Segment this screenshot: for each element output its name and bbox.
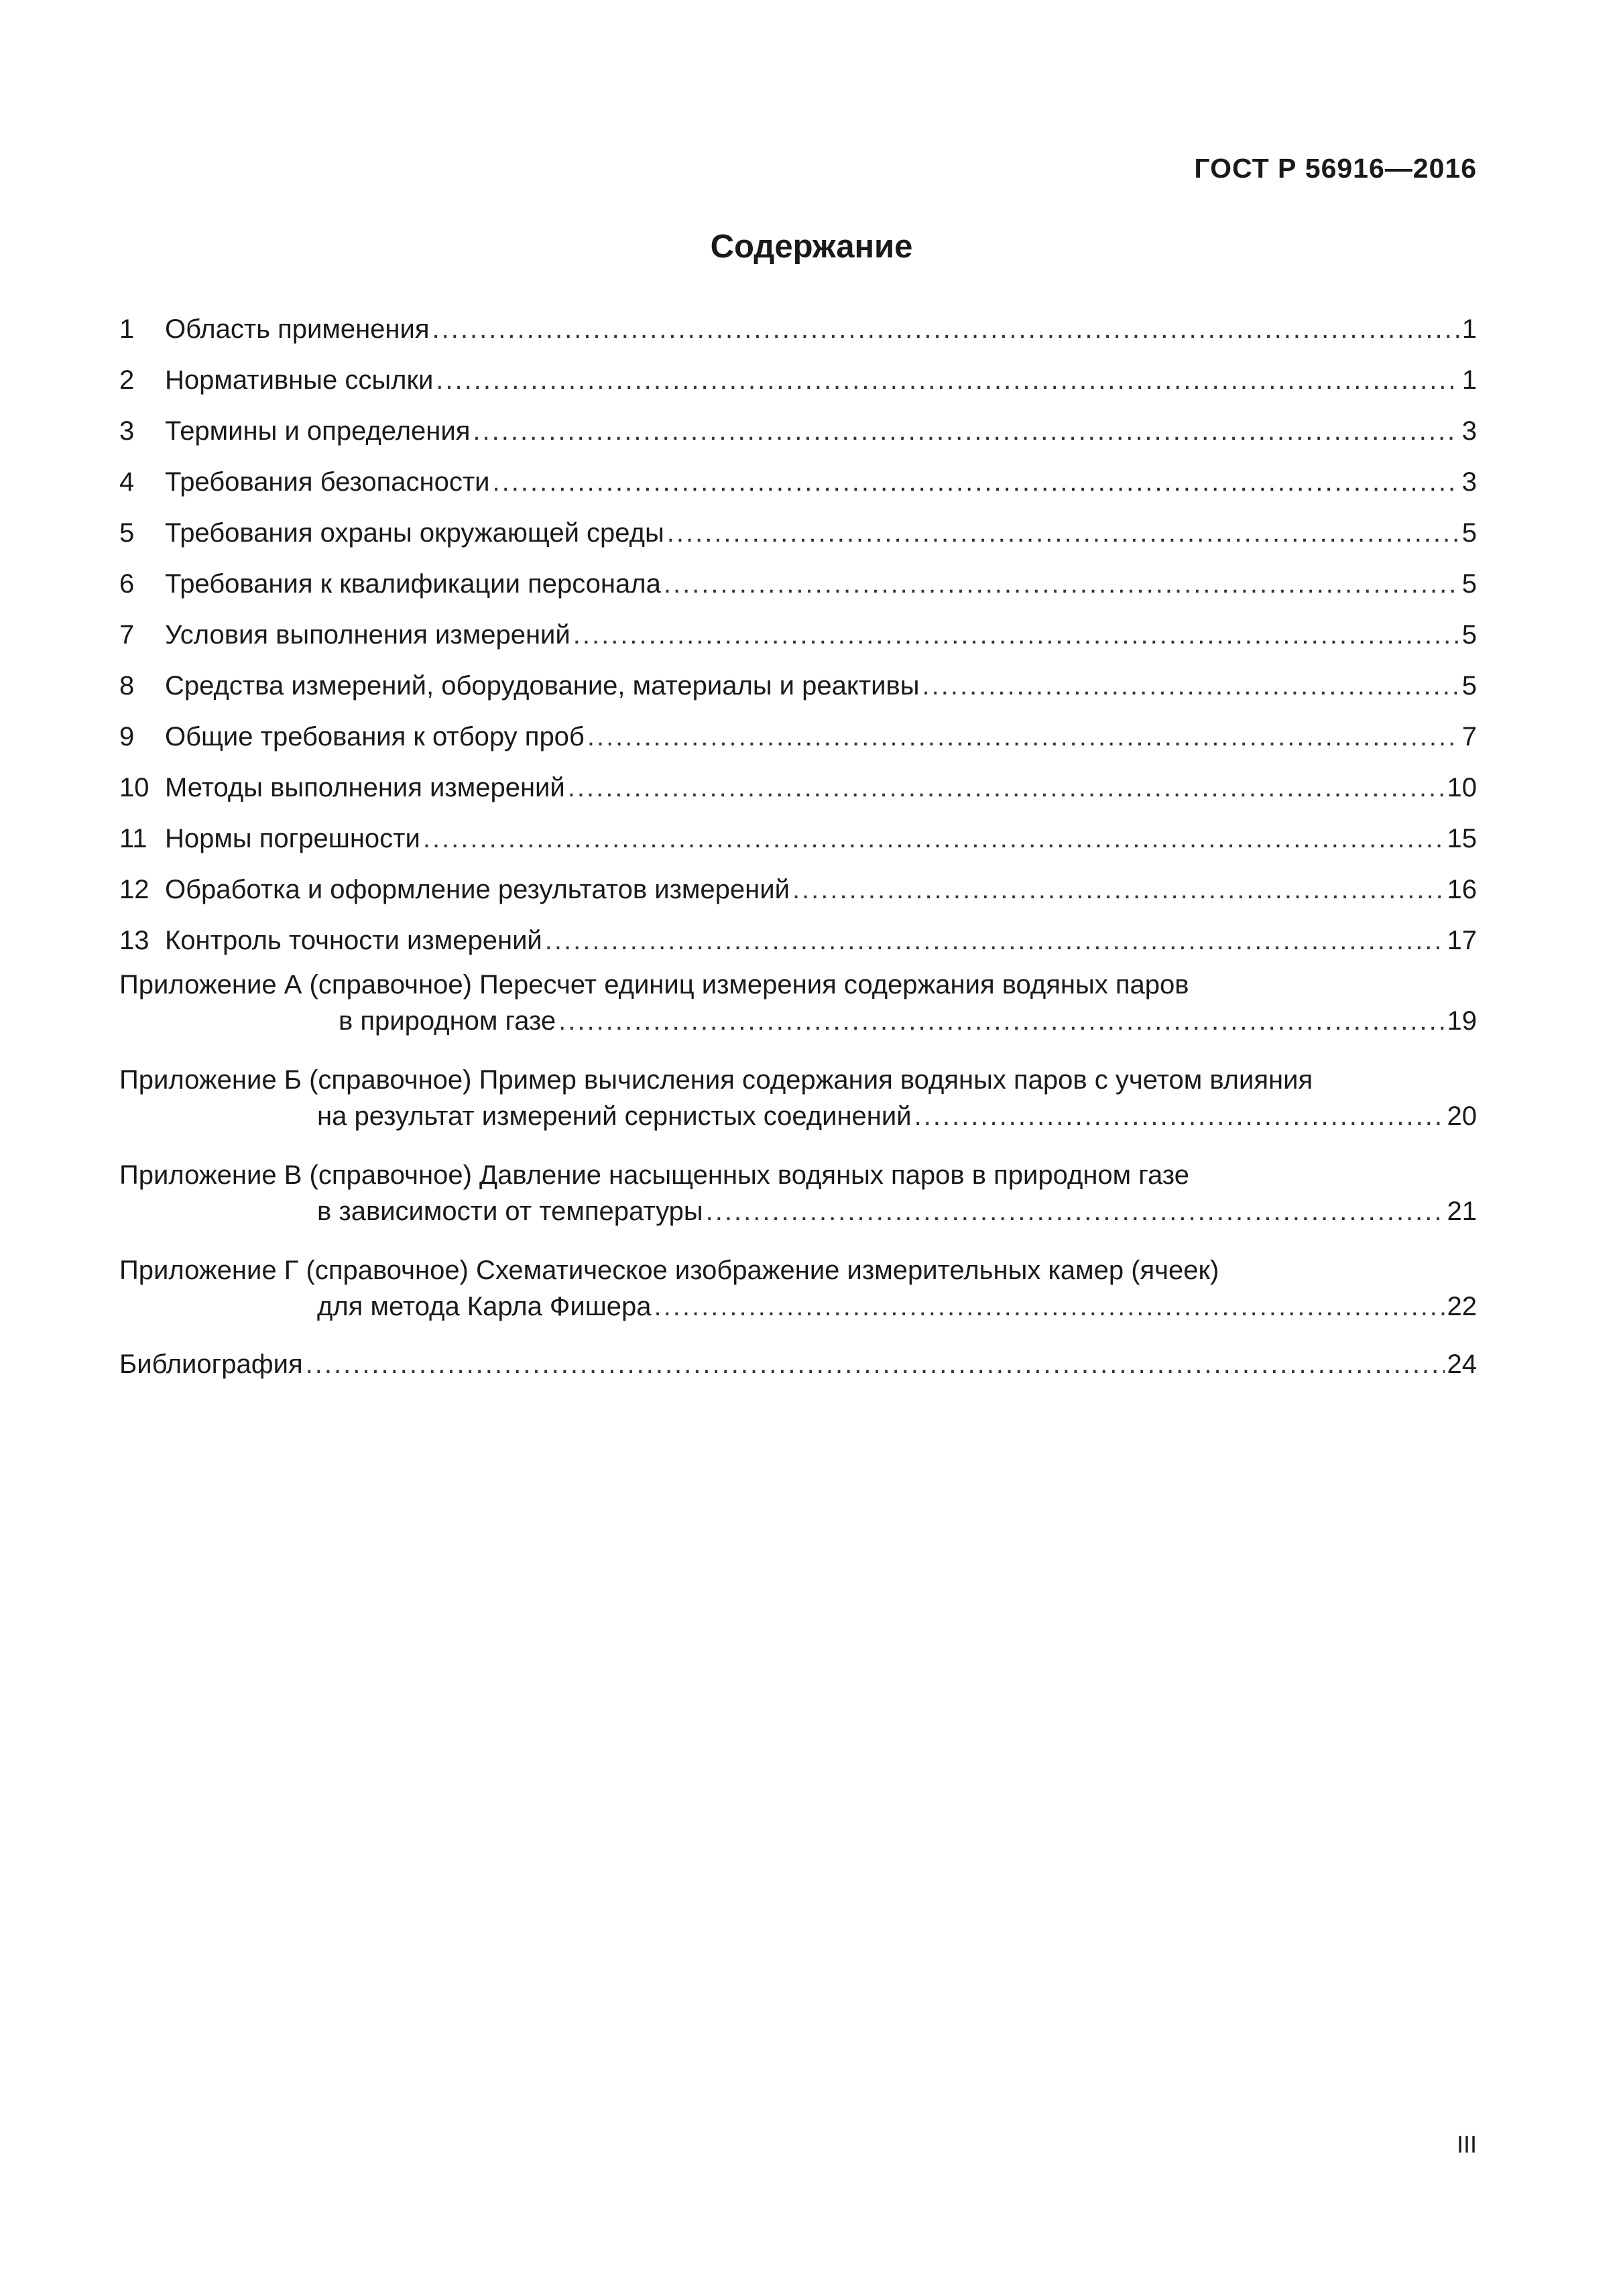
annex-continuation bbox=[119, 1098, 1477, 1133]
toc-annex-entry[interactable] bbox=[119, 968, 1477, 1038]
annex-page: 20 bbox=[1447, 1101, 1477, 1131]
toc-entry[interactable] bbox=[119, 804, 1477, 855]
annex-continuation bbox=[119, 1003, 1477, 1038]
annex-heading: Приложение В (справочное) Давление насыщенных водяных паров в природном газе bbox=[119, 1160, 1189, 1190]
toc-entry-title: Область применения bbox=[165, 314, 430, 344]
toc-entry-number: 10 bbox=[119, 773, 149, 802]
dot-leader bbox=[573, 618, 1459, 652]
dot-leader bbox=[545, 924, 1445, 957]
page-number: III bbox=[1456, 2130, 1477, 2158]
toc-entry-title: Обработка и оформление результатов измерений bbox=[165, 875, 790, 904]
toc-entry-number: 2 bbox=[119, 365, 135, 395]
dot-leader bbox=[792, 873, 1445, 906]
toc-annex-entry[interactable] bbox=[119, 1158, 1477, 1228]
dot-leader bbox=[922, 669, 1459, 703]
toc-entry-number: 13 bbox=[119, 926, 149, 955]
toc-entry-number: 9 bbox=[119, 722, 135, 751]
toc-entry[interactable] bbox=[119, 397, 1477, 448]
toc-entry[interactable] bbox=[119, 499, 1477, 550]
dot-leader bbox=[587, 720, 1459, 753]
annex-page: 19 bbox=[1447, 1006, 1477, 1036]
toc-annex-entry[interactable] bbox=[119, 1063, 1477, 1133]
annex-title-continuation: в природном газе bbox=[339, 1006, 556, 1036]
toc-entry-page: 5 bbox=[1461, 671, 1477, 701]
toc-entry-page: 16 bbox=[1447, 875, 1477, 904]
toc-entry-number: 11 bbox=[119, 824, 147, 853]
annex-page: 21 bbox=[1447, 1197, 1477, 1226]
toc-entry[interactable] bbox=[119, 448, 1477, 499]
annex-continuation bbox=[119, 1288, 1477, 1323]
annex-page: 22 bbox=[1447, 1292, 1477, 1321]
toc-entry-page: 15 bbox=[1447, 824, 1477, 853]
toc-entry-title: Требования безопасности bbox=[165, 467, 490, 497]
toc-entry-number: 4 bbox=[119, 467, 135, 497]
toc-entry-page: 3 bbox=[1461, 467, 1477, 497]
toc-entry[interactable] bbox=[119, 652, 1477, 703]
toc-entry-page: 10 bbox=[1447, 773, 1477, 802]
toc-entry-title: Контроль точности измерений bbox=[165, 926, 542, 955]
dot-leader bbox=[706, 1195, 1445, 1228]
toc-entry[interactable] bbox=[119, 346, 1477, 397]
dot-leader bbox=[568, 771, 1445, 804]
bibliography-title: Библиография bbox=[119, 1349, 303, 1379]
annex-title-continuation: в зависимости от температуры bbox=[317, 1197, 703, 1226]
toc-entry-number: 6 bbox=[119, 569, 135, 599]
bibliography-page: 24 bbox=[1447, 1349, 1477, 1379]
page-title: Содержание bbox=[710, 229, 913, 265]
annex-title-continuation: на результат измерений сернистых соединений bbox=[317, 1101, 912, 1131]
toc-entry-number: 8 bbox=[119, 671, 135, 701]
annex-heading: Приложение А (справочное) Пересчет единиц измерения содержания водяных паров bbox=[119, 970, 1189, 1000]
toc-entry-title: Общие требования к отбору проб bbox=[165, 722, 585, 751]
toc-entry-number: 3 bbox=[119, 416, 135, 446]
toc-entry-number: 1 bbox=[119, 314, 135, 344]
dot-leader bbox=[432, 312, 1459, 346]
annex-continuation bbox=[119, 1193, 1477, 1228]
toc-entry-page: 1 bbox=[1461, 365, 1477, 395]
toc-entry-page: 1 bbox=[1461, 314, 1477, 344]
toc-bibliography-entry[interactable] bbox=[119, 1330, 1477, 1381]
toc-entry-number: 12 bbox=[119, 875, 149, 904]
dot-leader bbox=[473, 414, 1459, 448]
toc-entry[interactable] bbox=[119, 295, 1477, 346]
toc-entry[interactable] bbox=[119, 906, 1477, 957]
dot-leader bbox=[493, 465, 1459, 499]
dot-leader bbox=[436, 363, 1459, 397]
toc-entry[interactable] bbox=[119, 855, 1477, 906]
annex-title-continuation: для метода Карла Фишера bbox=[317, 1292, 652, 1321]
dot-leader bbox=[654, 1290, 1445, 1323]
toc-entry-number: 5 bbox=[119, 518, 135, 548]
document-code: ГОСТ Р 56916—2016 bbox=[1194, 153, 1477, 184]
dot-leader bbox=[664, 567, 1459, 601]
toc-entry-page: 5 bbox=[1461, 569, 1477, 599]
dot-leader bbox=[914, 1099, 1445, 1133]
dot-leader bbox=[423, 822, 1445, 855]
toc-entry-title: Нормативные ссылки bbox=[165, 365, 434, 395]
toc-entry-title: Методы выполнения измерений bbox=[165, 773, 565, 802]
toc-entry[interactable] bbox=[119, 601, 1477, 652]
toc-entry-title: Средства измерений, оборудование, материалы и реактивы bbox=[165, 671, 920, 701]
toc-entry[interactable] bbox=[119, 703, 1477, 753]
toc-annex-entry[interactable] bbox=[119, 1254, 1477, 1323]
toc-entry-page: 7 bbox=[1461, 722, 1477, 751]
toc-entry-title: Условия выполнения измерений bbox=[165, 620, 570, 650]
table-of-contents bbox=[119, 295, 1477, 1381]
toc-entry-title: Требования к квалификации персонала bbox=[165, 569, 661, 599]
dot-leader bbox=[306, 1347, 1445, 1381]
toc-entry-page: 17 bbox=[1447, 926, 1477, 955]
toc-entry[interactable] bbox=[119, 550, 1477, 601]
annex-heading: Приложение Б (справочное) Пример вычисления содержания водяных паров с учетом влияния bbox=[119, 1065, 1313, 1095]
toc-entry-page: 5 bbox=[1461, 620, 1477, 650]
toc-entry[interactable] bbox=[119, 753, 1477, 804]
toc-entry-page: 3 bbox=[1461, 416, 1477, 446]
toc-entry-title: Требования охраны окружающей среды bbox=[165, 518, 664, 548]
toc-entry-title: Термины и определения bbox=[165, 416, 471, 446]
annex-heading: Приложение Г (справочное) Схематическое изображение измерительных камер (ячеек) bbox=[119, 1256, 1219, 1285]
toc-entry-page: 5 bbox=[1461, 518, 1477, 548]
dot-leader bbox=[558, 1004, 1444, 1038]
dot-leader bbox=[667, 516, 1459, 550]
toc-entry-number: 7 bbox=[119, 620, 135, 650]
toc-entry-title: Нормы погрешности bbox=[165, 824, 420, 853]
